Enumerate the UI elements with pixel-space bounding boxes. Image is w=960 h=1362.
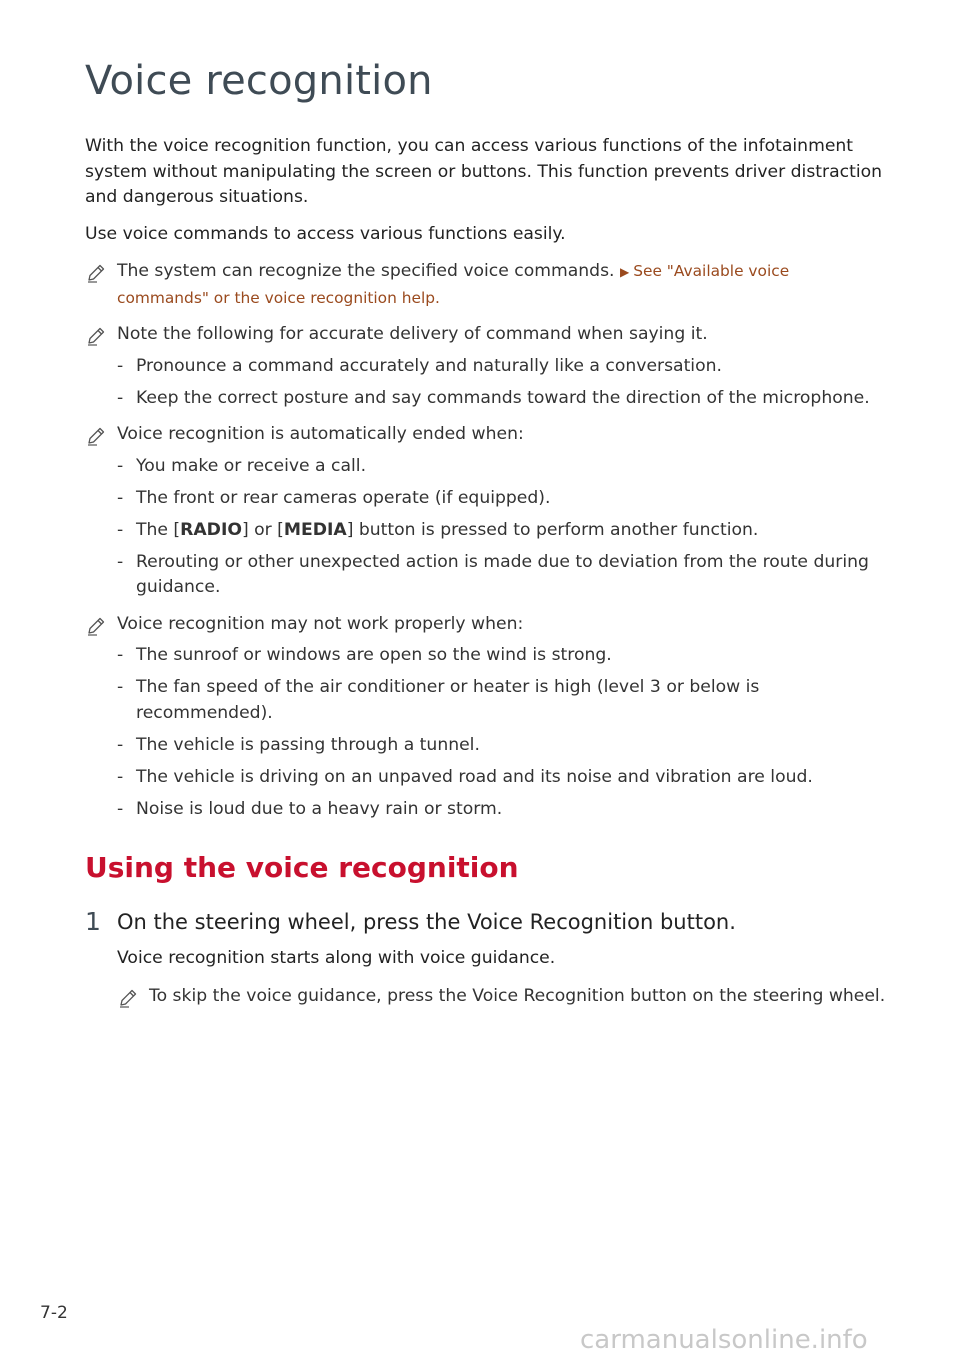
list-item: - The [RADIO] or [MEDIA] button is pressed to perform another function.	[117, 519, 759, 540]
pencil-icon	[85, 262, 107, 284]
pencil-icon	[117, 987, 139, 1009]
page-number: 7-2	[40, 1303, 68, 1323]
note	[85, 322, 885, 411]
list-item: - Pronounce a command accurately and naturally like a conversation.	[117, 355, 722, 376]
intro-paragraph: Use voice commands to access various functions easily.	[85, 223, 566, 244]
bullet-list	[117, 354, 885, 412]
note	[85, 422, 885, 601]
list-item: - The front or rear cameras operate (if equipped).	[117, 487, 551, 508]
list-item: - Noise is loud due to a heavy rain or storm.	[117, 798, 503, 819]
note-text: Voice recognition may not work properly when:	[117, 613, 524, 634]
bullet-list	[117, 643, 885, 822]
step	[85, 906, 905, 1020]
note	[85, 259, 885, 311]
pencil-icon	[85, 325, 107, 347]
list-item: - The vehicle is driving on an unpaved road and its noise and vibration are loud.	[117, 766, 813, 787]
note-text: To skip the voice guidance, press the Voice Recognition button on the steering wheel.	[149, 985, 886, 1006]
list-item: - The sunroof or windows are open so the wind is strong.	[117, 645, 612, 665]
list-item: - You make or receive a call.	[117, 455, 367, 476]
note	[85, 612, 885, 823]
intro-paragraph: With the voice recognition function, you can access various functions of the infotainment system without manipulating the screen or buttons. This function prevents driver distraction and dangerous situations.	[85, 136, 883, 207]
step-number: 1	[85, 907, 101, 936]
note	[117, 984, 905, 1010]
step-heading: On the steering wheel, press the Voice Recognition button.	[117, 910, 736, 934]
media-button-label: MEDIA	[283, 519, 347, 540]
radio-button-label: RADIO	[180, 519, 242, 540]
list-item: - The fan speed of the air conditioner or heater is high (level 3 or below is recommended).	[117, 677, 760, 723]
note-text: Note the following for accurate delivery of command when saying it.	[117, 324, 708, 344]
cross-reference-text: See "Available voice commands" or the voice recognition help.	[117, 262, 790, 307]
note-text: The system can recognize the specified voice commands.	[117, 261, 615, 281]
pencil-icon	[85, 425, 107, 447]
watermark: carmanualsonline.info	[580, 1325, 868, 1355]
section-title: Using the voice recognition	[85, 851, 519, 884]
list-item: - The vehicle is passing through a tunnel.	[117, 734, 480, 755]
step-description: Voice recognition starts along with voice guidance.	[117, 948, 556, 968]
list-item: - Rerouting or other unexpected action is made due to deviation from the route during guidance.	[117, 551, 869, 597]
triangle-right-icon: ▶	[619, 265, 630, 279]
list-item: - Keep the correct posture and say commands toward the direction of the microphone.	[117, 387, 870, 408]
content	[85, 134, 885, 833]
note-text: Voice recognition is automatically ended when:	[117, 424, 524, 444]
pencil-icon	[85, 615, 107, 637]
bullet-list	[117, 454, 885, 601]
page-title: Voice recognition	[85, 58, 433, 104]
